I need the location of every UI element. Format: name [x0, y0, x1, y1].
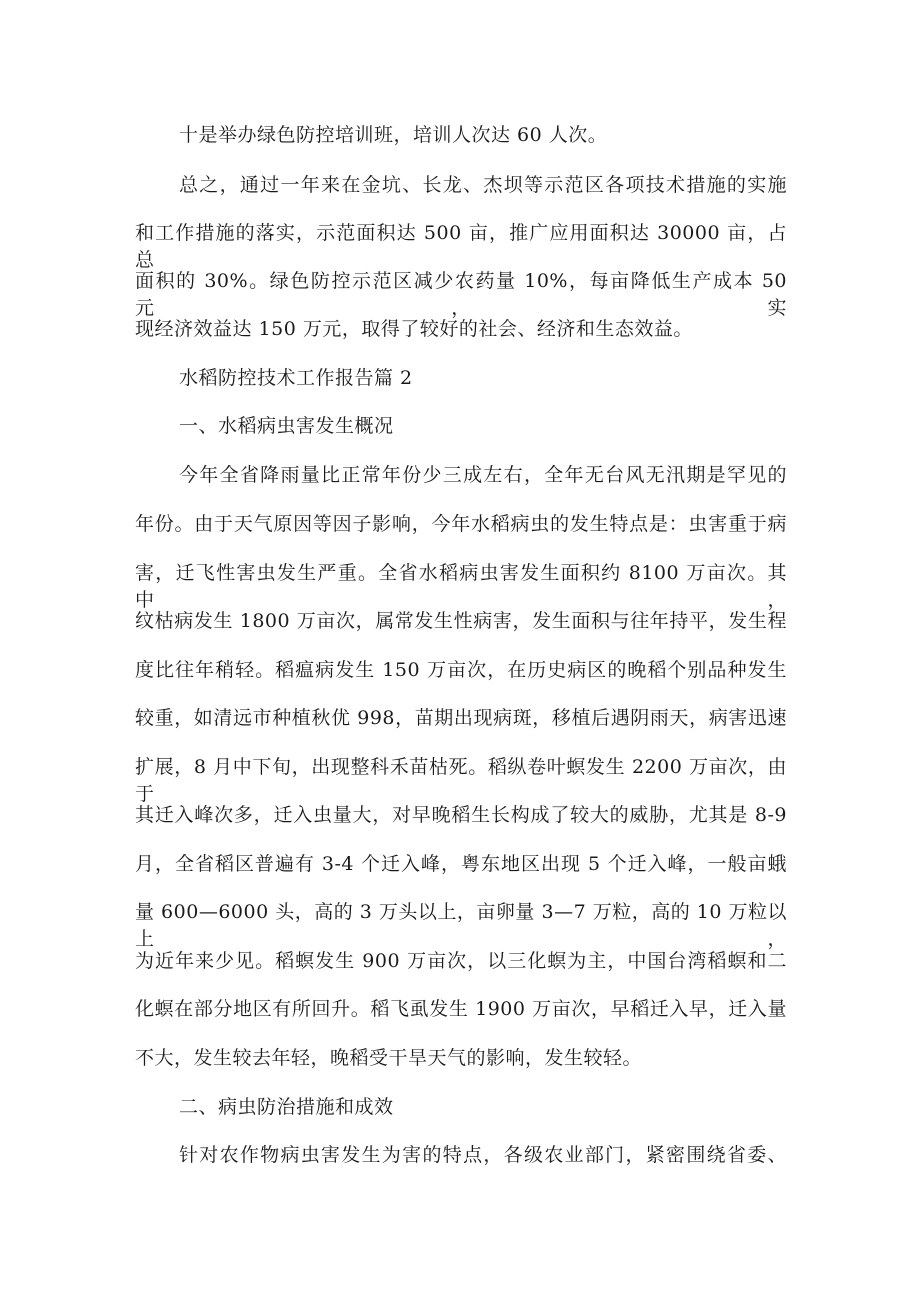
paragraph-line: 较重，如清远市种植秋优 998，苗期出现病斑，移植后遇阴雨天，病害迅速: [135, 707, 787, 729]
section-heading: 二、病虫防治措施和成效: [179, 1096, 394, 1118]
section-heading: 水稻防控技术工作报告篇 2: [179, 367, 413, 389]
paragraph-line: 化螟在部分地区有所回升。稻飞虱发生 1900 万亩次，早稻迁入早，迁入量: [135, 998, 787, 1020]
paragraph-line: 害，迁飞性害虫发生严重。全省水稻病虫害发生面积约 8100 万亩次。其中，: [135, 562, 787, 611]
paragraph-line: 和工作措施的落实，示范面积达 500 亩，推广应用面积达 30000 亩，占总: [135, 222, 787, 271]
paragraph-line: 现经济效益达 150 万元，取得了较好的社会、经济和生态效益。: [135, 318, 693, 340]
paragraph-line: 度比往年稍轻。稻瘟病发生 150 万亩次，在历史病区的晚稻个别品种发生: [135, 659, 787, 681]
paragraph-line: 其迁入峰次多，迁入虫量大，对早晚稻生长构成了较大的威胁，尤其是 8-9: [135, 804, 787, 826]
paragraph-line: 为近年来少见。稻螟发生 900 万亩次，以三化螟为主，中国台湾稻螟和二: [135, 950, 787, 972]
paragraph-line: 扩展，8 月中下旬，出现整科禾苗枯死。稻纵卷叶螟发生 2200 万亩次，由于: [135, 756, 787, 805]
paragraph-line: 十是举办绿色防控培训班，培训人次达 60 人次。: [179, 124, 608, 146]
paragraph-line: 不大，发生较去年轻，晚稻受干旱天气的影响，发生较轻。: [135, 1047, 643, 1069]
paragraph-line: 今年全省降雨量比正常年份少三成左右，全年无台风无汛期是罕见的: [179, 464, 787, 486]
paragraph-line: 量 600—6000 头，高的 3 万头以上，亩卵量 3—7 万粒，高的 10 万粒以上，: [135, 901, 787, 950]
paragraph-line: 面积的 30%。绿色防控示范区减少农药量 10%，每亩降低生产成本 50 元，实: [135, 270, 787, 319]
paragraph-line: 针对农作物病虫害发生为害的特点，各级农业部门，紧密围绕省委、: [179, 1144, 787, 1166]
section-heading: 一、水稻病虫害发生概况: [179, 415, 394, 437]
paragraph-line: 总之，通过一年来在金坑、长龙、杰坝等示范区各项技术措施的实施: [179, 174, 787, 196]
paragraph-line: 月，全省稻区普遍有 3-4 个迁入峰，粤东地区出现 5 个迁入峰，一般亩蛾: [135, 853, 787, 875]
paragraph-line: 纹枯病发生 1800 万亩次，属常发生性病害，发生面积与往年持平，发生程: [135, 610, 787, 632]
paragraph-line: 年份。由于天气原因等因子影响，今年水稻病虫的发生特点是：虫害重于病: [135, 513, 787, 535]
